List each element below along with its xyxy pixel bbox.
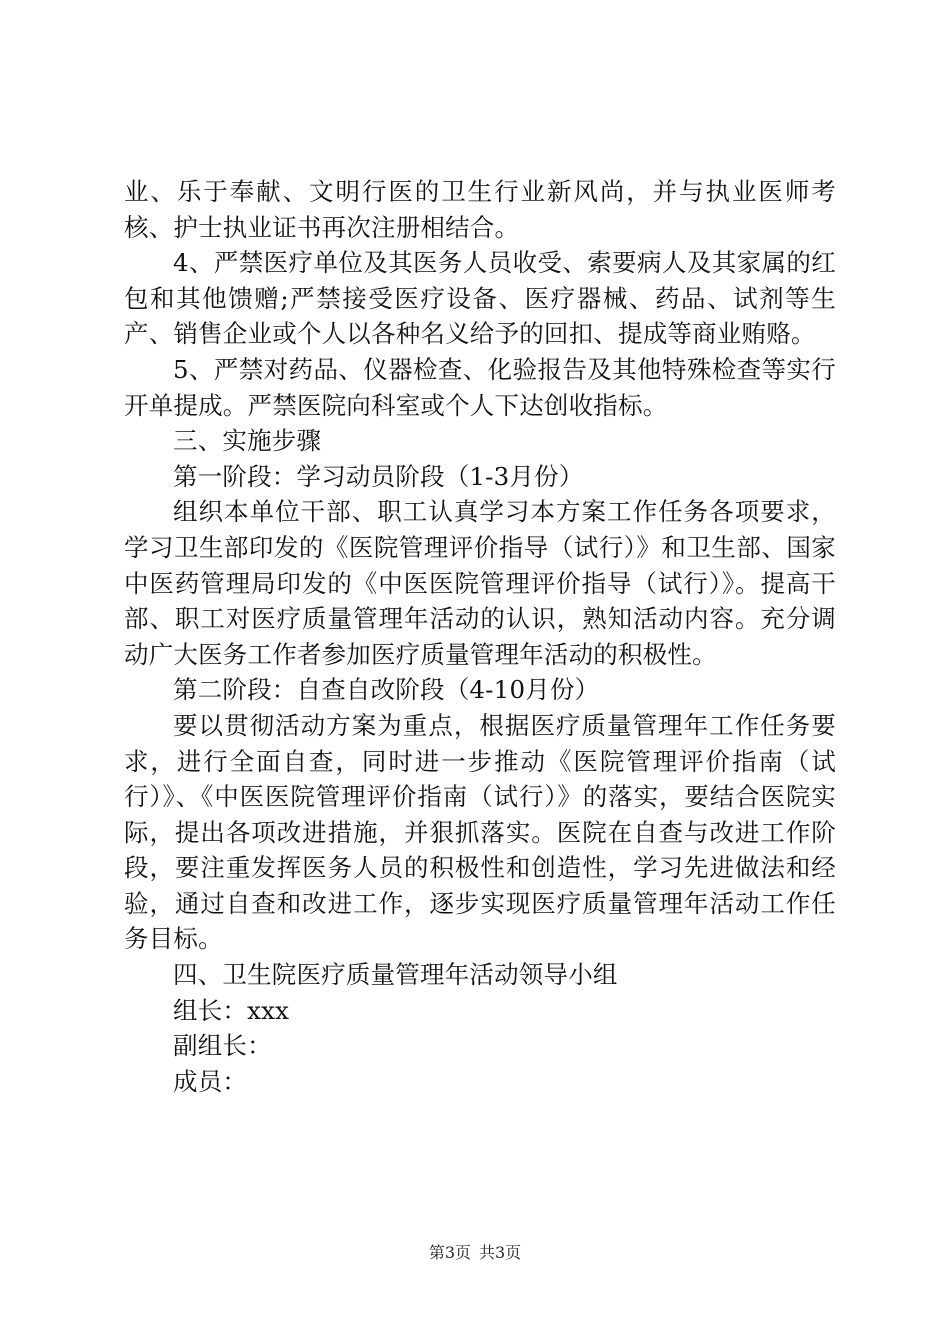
page-number: 第3页 [428, 1243, 471, 1262]
page-total: 共3页 [479, 1243, 522, 1262]
stage-two-heading: 第二阶段：自查自改阶段（4-10月份） [173, 675, 600, 705]
page-footer [0, 1243, 950, 1263]
stage-one-heading: 第一阶段：学习动员阶段（1-3月份） [173, 461, 584, 491]
paragraph-continuation: 业、乐于奉献、文明行医的卫生行业新风尚，并与执业医师考核、护士执业证书再次注册相结合。 [124, 177, 836, 242]
group-leader-line: 组长：xxx [173, 995, 290, 1025]
document-body [124, 174, 836, 1099]
members-line: 成员： [173, 1066, 248, 1096]
deputy-leader-line: 副组长： [173, 1031, 272, 1061]
paragraph-item-4: 4、严禁医疗单位及其医务人员收受、索要病人及其家属的红包和其他馈赠;严禁接受医疗设备、医疗器械、药品、试剂等生产、销售企业或个人以各种名义给予的回扣、提成等商业贿赂。 [124, 248, 836, 349]
section-heading-leadership-group: 四、卫生院医疗质量管理年活动领导小组 [173, 960, 618, 990]
stage-two-paragraph: 要以贯彻活动方案为重点，根据医疗质量管理年工作任务要求，进行全面自查，同时进一步推动《医院管理评价指南（试行）》、《中医医院管理评价指南（试行）》的落实，要结合医院实际，提出各项改进措施，并狠抓落实。医院在自查与改进工作阶段，要注重发挥医务人员的积极性和创造性，学习先进做法和经验，通过自查和改进工作，逐步实现医疗质量管理年活动工作任务目标。 [124, 710, 836, 954]
paragraph-item-5: 5、严禁对药品、仪器检查、化验报告及其他特殊检查等实行开单提成。严禁医院向科室或个人下达创收指标。 [124, 354, 836, 420]
stage-one-paragraph: 组织本单位干部、职工认真学习本方案工作任务各项要求，学习卫生部印发的《医院管理评价指导（试行）》和卫生部、国家中医药管理局印发的《中医医院管理评价指导（试行）》。提高干部、职工对医疗质量管理年活动的认识，熟知活动内容。充分调动广大医务工作者参加医疗质量管理年活动的积极性。 [124, 497, 836, 669]
section-heading-implementation-steps: 三、实施步骤 [173, 426, 322, 456]
